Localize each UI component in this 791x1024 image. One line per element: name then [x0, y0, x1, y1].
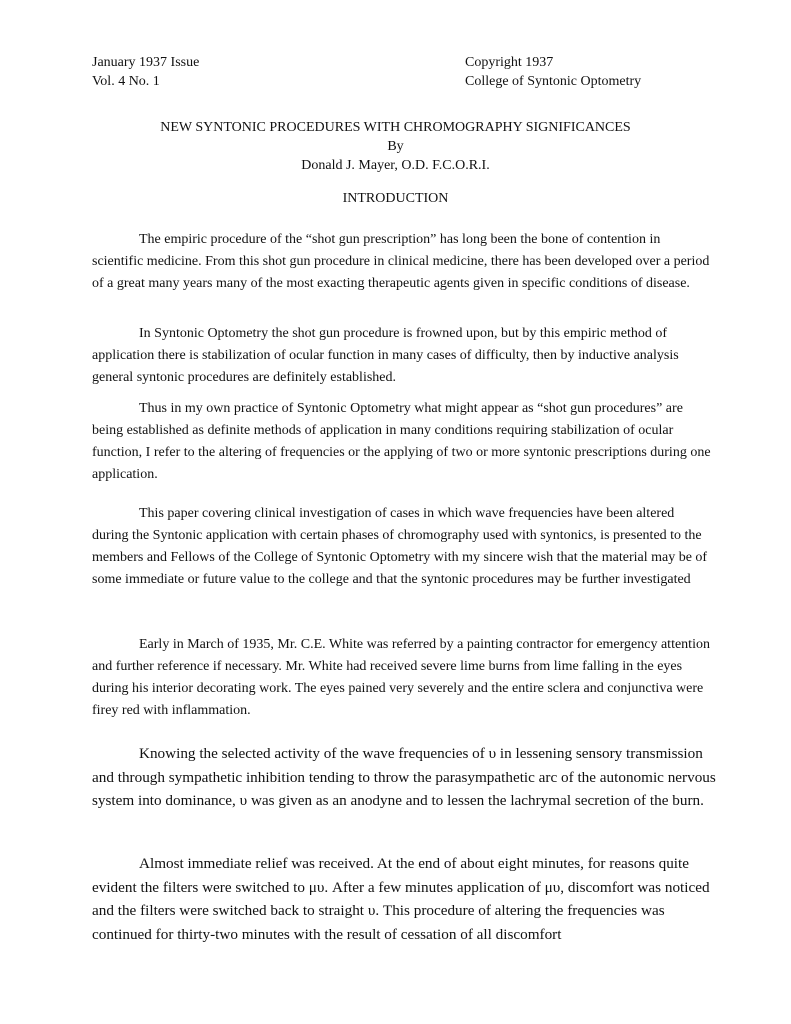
header-issue-info [92, 53, 199, 91]
publisher: College of Syntonic Optometry [465, 74, 642, 89]
paragraph: Knowing the selected activity of the wave frequencies of υ in lessening sensory transmission and through sympathetic inhibition tending to throw the parasympathetic arc of the autonomic nervous system into dominance, υ was given as an anodyne and to lessen the lachrymal secretion of the burn. [92, 745, 716, 809]
paragraph: Almost immediate relief was received. At the end of about eight minutes, for reasons quite evident the filters were switched to μυ. After a few minutes application of μυ, discomfort was noticed and the filters were switched back to straight υ. This procedure of altering the frequencies was continued for thirty-two minutes with the result of cessation of all discomfort [92, 855, 710, 943]
copyright-year: Copyright 1937 [465, 55, 554, 70]
section-heading: INTRODUCTION [342, 191, 449, 206]
paragraph: The empiric procedure of the “shot gun prescription” has long been the bone of contention in scientific medicine. From this shot gun procedure in clinical medicine, there has been developed over a period of a great many years many of the most exacting therapeutic agents given in specific conditions of disease. [92, 232, 710, 291]
paragraph: This paper covering clinical investigation of cases in which wave frequencies have been altered during the Syntonic application with certain phases of chromography used with syntonics, is presented to the members and Fellows of the College of Syntonic Optometry with my sincere wish that the material may be of some immediate or future value to the college and that the syntonic procedures may be further investigated [92, 506, 708, 587]
paragraph: Thus in my own practice of Syntonic Optometry what might appear as “shot gun procedures” are being established as definite methods of application in many conditions requiring stabilization of ocular function, I refer to the altering of frequencies or the applying of two or more syntonic prescriptions during one application. [92, 401, 711, 482]
document-title: NEW SYNTONIC PROCEDURES WITH CHROMOGRAPHY SIGNIFICANCES [160, 120, 631, 135]
author: Donald J. Mayer, O.D. F.C.O.R.I. [301, 158, 490, 173]
title-block [0, 118, 791, 175]
issue-date: January 1937 Issue [92, 55, 200, 70]
paragraph: Early in March of 1935, Mr. C.E. White was referred by a painting contractor for emergency attention and further reference if necessary. Mr. White had received severe lime burns from lime falling in the eyes during his interior decorating work. The eyes pained very severely and the entire sclera and conjunctiva were firey red with inflammation. [92, 637, 710, 718]
volume-number: Vol. 4 No. 1 [92, 74, 160, 89]
paragraph: In Syntonic Optometry the shot gun procedure is frowned upon, but by this empiric method of application there is stabilization of ocular function in many cases of difficulty, then by inductive analysis general syntonic procedures are definitely established. [92, 326, 679, 385]
byline-by: By [387, 139, 404, 154]
header-copyright-info [465, 53, 641, 91]
